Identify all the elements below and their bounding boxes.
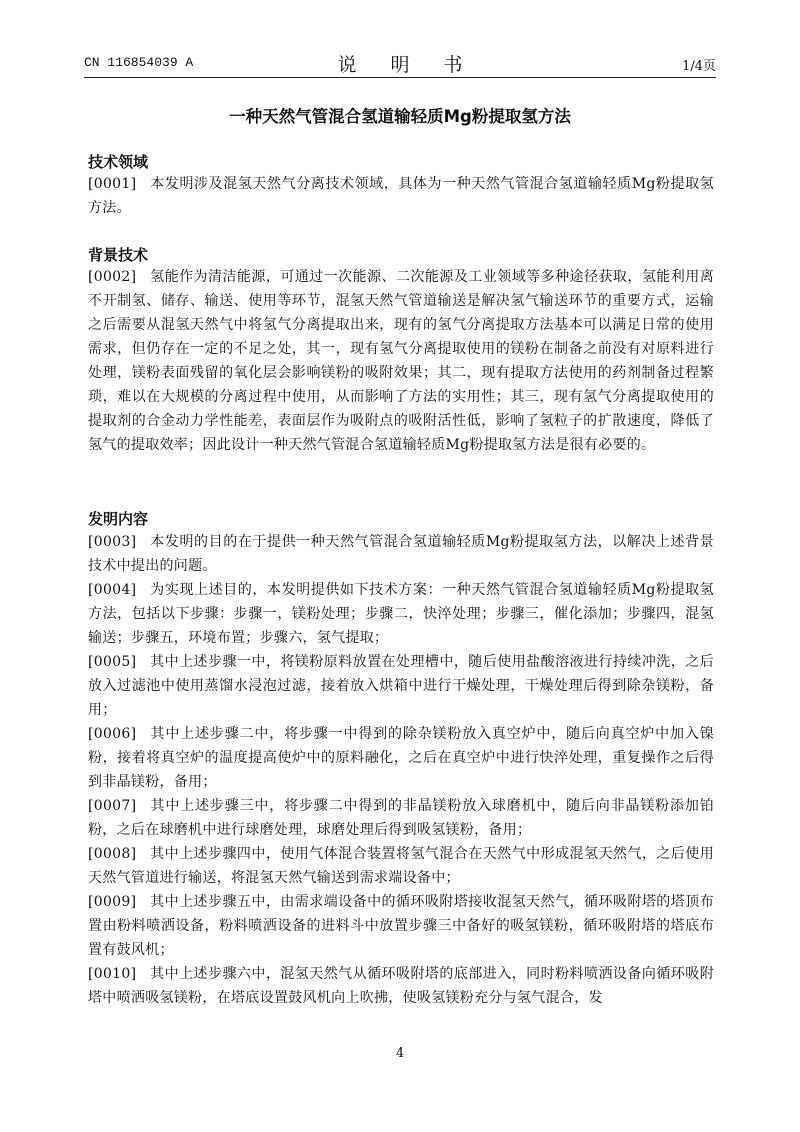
header-divider (84, 77, 716, 78)
paragraph-text: 氢能作为清洁能源，可通过一次能源、二次能源及工业领域等多种途径获取，氢能利用离不开制氢、储存、输送、使用等环节，混氢天然气管道输送是解决氢气输送环节的重要方式，运输之后需要从混氢天然气中将氢气分离提取出来，现有的氢气分离提取方法基本可以满足日常的使用需求，但仍存在一定的不足之处，其一，现有氢气分离提取使用的镁粉在制备之前没有对原料进行处理，镁粉表面残留的氧化层会影响镁粉的吸附效果；其二，现有提取方法使用的药剂制备过程繁琐，难以在大规模的分离过程中使用，从而影响了方法的实用性；其三，现有氢气分离提取使用的提取剂的合金动力学性能差，表面层作为吸附点的吸附活性低，影响了氢粒子的扩散速度，降低了氢气的提取效率；因此设计一种天然气管混合氢道输轻质Mg粉提取氢方法是很有必要的。 (88, 269, 714, 453)
section-summary: 发明内容 (88, 510, 149, 528)
section-background: 背景技术 (88, 246, 149, 264)
page-header (84, 50, 716, 74)
paragraph-text: 其中上述步骤三中，将步骤二中得到的非晶镁粉放入球磨机中，随后向非晶镁粉添加铂粉，之后在球磨机中进行球磨处理，球磨处理后得到吸氢镁粉，备用； (88, 798, 714, 838)
paragraph-number: [0001] (88, 176, 137, 192)
paragraph-0001 (88, 172, 714, 220)
section-technical-field: 技术领域 (88, 153, 149, 171)
paragraph-text: 为实现上述目的，本发明提供如下技术方案：一种天然气管混合氢道输轻质Mg粉提取氢方法，包括以下步骤：步骤一，镁粉处理；步骤二，快淬处理；步骤三，催化添加；步骤四，混氢输送；步骤五，环境布置；步骤六，氢气提取； (88, 582, 714, 646)
paragraph-number: [0006] (88, 726, 137, 742)
paragraph-number: [0004] (88, 582, 137, 598)
paragraph-number: [0005] (88, 654, 137, 670)
paragraph-0003 (88, 530, 714, 578)
paragraph-0004 (88, 578, 714, 650)
paragraph-0010 (88, 962, 714, 1010)
paragraph-number: [0008] (88, 846, 137, 862)
paragraph-text: 其中上述步骤二中，将步骤一中得到的除杂镁粉放入真空炉中，随后向真空炉中加入镍粉，接着将真空炉的温度提高使炉中的原料融化，之后在真空炉中进行快淬处理，重复操作之后得到非晶镁粉，备用； (88, 726, 714, 790)
paragraph-number: [0010] (88, 966, 137, 982)
paragraph-text: 本发明涉及混氢天然气分离技术领域，具体为一种天然气管混合氢道输轻质Mg粉提取氢方法。 (88, 176, 714, 216)
paragraph-0005 (88, 650, 714, 722)
page-number: 4 (395, 1046, 405, 1061)
paragraph-text: 其中上述步骤四中，使用气体混合装置将氢气混合在天然气中形成混氢天然气，之后使用天然气管道进行输送，将混氢天然气输送到需求端设备中； (88, 846, 714, 886)
paragraph-text: 其中上述步骤五中，由需求端设备中的循环吸附塔接收混氢天然气，循环吸附塔的塔顶布置由粉料喷洒设备，粉料喷洒设备的进料斗中放置步骤三中备好的吸氢镁粉，循环吸附塔的塔底布置有鼓风机； (88, 894, 714, 958)
paragraph-text: 其中上述步骤六中，混氢天然气从循环吸附塔的底部进入，同时粉料喷洒设备向循环吸附塔中喷洒吸氢镁粉，在塔底设置鼓风机向上吹拂，使吸氢镁粉充分与氢气混合，发 (88, 966, 714, 1006)
paragraph-number: [0007] (88, 798, 137, 814)
paragraph-0002 (88, 265, 714, 457)
publication-number: CN 116854039 A (84, 55, 194, 70)
paragraph-number: [0002] (88, 269, 137, 285)
paragraph-text: 本发明的目的在于提供一种天然气管混合氢道输轻质Mg粉提取氢方法，以解决上述背景技术中提出的问题。 (88, 534, 714, 574)
paragraph-number: [0009] (88, 894, 137, 910)
document-type: 说 明 书 (337, 54, 477, 76)
document-title: 一种天然气管混合氢道输轻质Mg粉提取氢方法 (229, 107, 571, 126)
page-indicator: 1/4页 (682, 59, 716, 74)
paragraph-0008 (88, 842, 714, 890)
paragraph-0006 (88, 722, 714, 794)
paragraph-text: 其中上述步骤一中，将镁粉原料放置在处理槽中，随后使用盐酸溶液进行持续冲洗，之后放入过滤池中使用蒸馏水浸泡过滤，接着放入烘箱中进行干燥处理，干燥处理后得到除杂镁粉，备用； (88, 654, 714, 718)
paragraph-0009 (88, 890, 714, 962)
paragraph-number: [0003] (88, 534, 137, 550)
paragraph-0007 (88, 794, 714, 842)
